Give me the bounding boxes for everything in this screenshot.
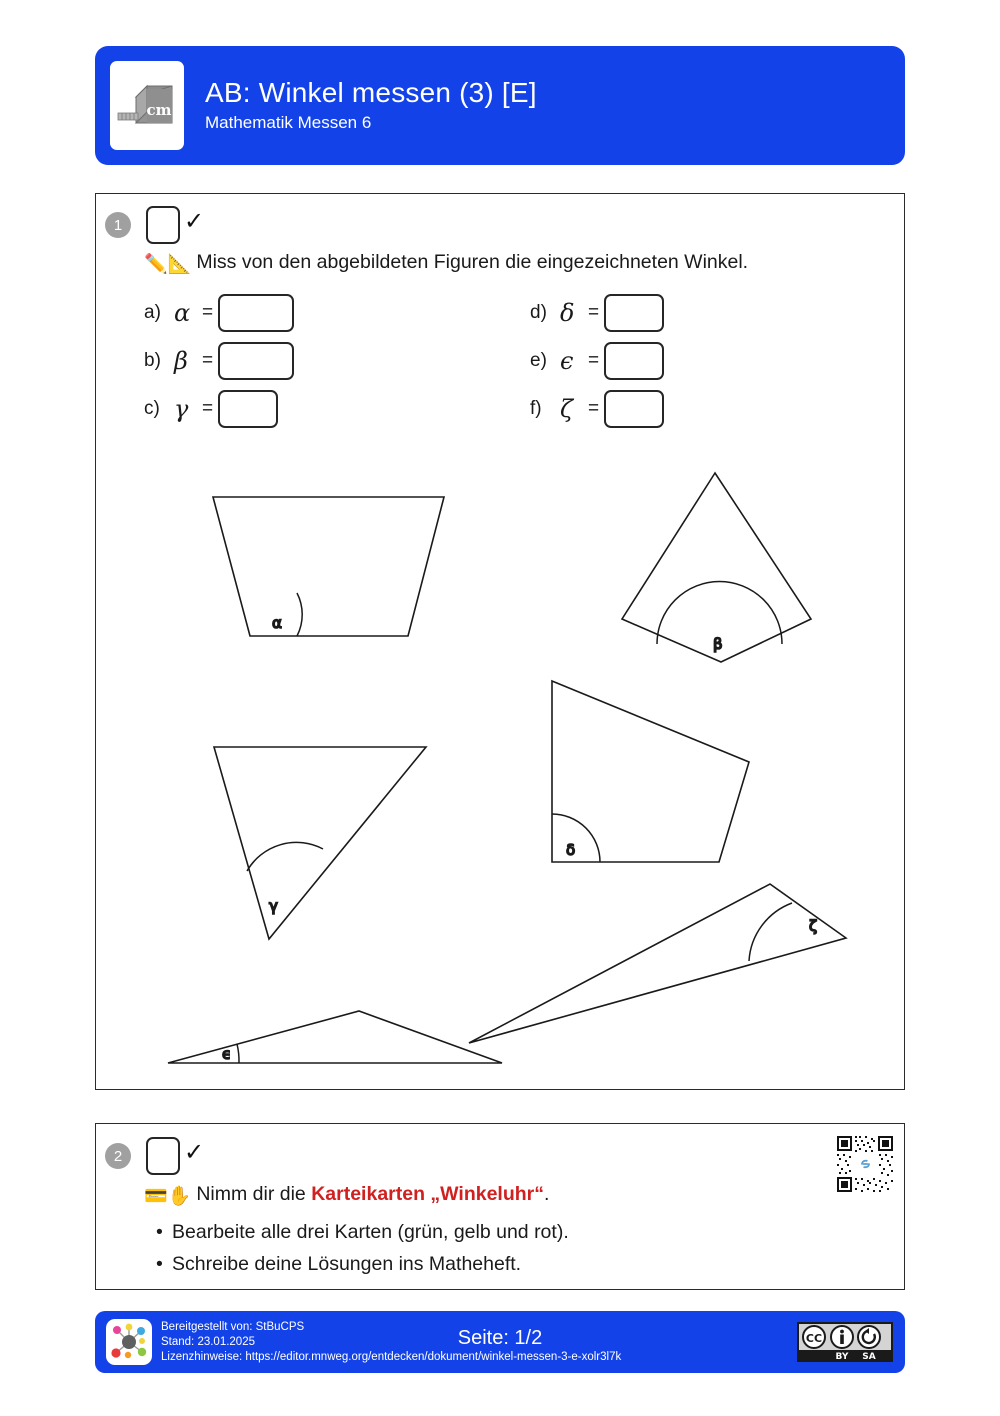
bullet-dot-icon: • — [156, 1221, 163, 1243]
header-titles — [205, 76, 537, 136]
task-2-card — [95, 1123, 905, 1290]
hand-icon: ✋ — [167, 1186, 192, 1207]
answer-row-b — [144, 342, 294, 380]
answer-symbol-gamma: γ — [174, 395, 189, 423]
figure-flat-triangle-epsilon — [168, 1011, 502, 1063]
answer-equals-d: = — [588, 302, 600, 323]
page-subtitle: Mathematik Messen 6 — [205, 112, 372, 132]
task-2-instruction-prefix: Nimm dir die — [196, 1183, 312, 1205]
answer-input-beta[interactable] — [218, 342, 294, 380]
answer-equals-c: = — [202, 398, 214, 419]
task-2-instruction-suffix: . — [544, 1183, 550, 1205]
task-1-checkmark: ✓ — [184, 208, 205, 235]
answer-row-c — [144, 390, 278, 428]
cc-label: CC — [805, 1332, 823, 1345]
task-1-instruction-text: Miss von den abgebildeten Figuren die eingezeichneten Winkel. — [196, 251, 749, 273]
task-2-instruction — [144, 1181, 549, 1210]
credit-card-icon: 💳 — [144, 1186, 168, 1207]
page-footer — [95, 1311, 905, 1373]
answer-equals-b: = — [202, 350, 214, 371]
task-2-bullet-1 — [156, 1219, 569, 1245]
figure-narrow-triangle-zeta — [469, 884, 846, 1043]
task-2-number-badge: 2 — [105, 1143, 131, 1169]
footer-page-number: Seite: 1/2 — [457, 1327, 543, 1349]
figure-label-alpha: α — [272, 614, 282, 632]
page-header — [95, 46, 905, 165]
task-1-checkbox[interactable] — [146, 206, 180, 244]
answer-letter-a: a) — [144, 302, 161, 323]
figure-trapezoid-alpha — [213, 497, 444, 636]
figure-kite-beta — [622, 473, 811, 662]
figure-label-zeta: ζ — [809, 917, 818, 935]
answer-row-a — [144, 294, 294, 332]
answer-symbol-alpha: α — [174, 299, 191, 327]
tape-cm-text: cm — [146, 100, 172, 119]
qr-code-link[interactable] — [834, 1133, 896, 1195]
task-2-bullet-2-text: Schreibe deine Lösungen ins Matheheft. — [172, 1253, 522, 1275]
answer-symbol-delta: δ — [560, 299, 575, 327]
answer-row-f — [530, 390, 664, 428]
answer-equals-e: = — [588, 350, 600, 371]
cc-by-sa-badge — [797, 1322, 893, 1362]
bullet-dot-icon: • — [156, 1253, 163, 1275]
answer-row-d — [530, 294, 664, 332]
page-title: AB: Winkel messen (3) [E] — [205, 76, 537, 108]
answer-symbol-epsilon: ϵ — [560, 347, 574, 375]
figure-quadrilateral-delta — [552, 681, 749, 862]
task-2-checkmark: ✓ — [184, 1139, 205, 1166]
answer-input-zeta[interactable] — [604, 390, 664, 428]
answer-letter-b: b) — [144, 350, 161, 371]
answer-equals-a: = — [202, 302, 214, 323]
task-1-number-badge: 1 — [105, 212, 131, 238]
task-2-bullet-1-text: Bearbeite alle drei Karten (grün, gelb und rot). — [172, 1221, 569, 1243]
answer-letter-c: c) — [144, 398, 160, 419]
ruler-icon: 📐 — [167, 254, 192, 275]
figure-label-beta: β — [713, 635, 723, 653]
footer-provided-by: Bereitgestellt von: StBuCPS — [161, 1321, 305, 1333]
task-1-card — [95, 193, 905, 1090]
answer-row-e — [530, 342, 664, 380]
figure-label-epsilon: ϵ — [222, 1045, 232, 1063]
figure-label-delta: δ — [566, 841, 576, 859]
cc-sa-label: SA — [862, 1352, 876, 1362]
task-2-bullet-2 — [156, 1251, 521, 1277]
task-1-instruction — [144, 249, 748, 278]
figure-label-gamma: γ — [269, 897, 278, 915]
answer-symbol-zeta: ζ — [560, 395, 574, 423]
answer-letter-f: f) — [530, 398, 542, 419]
answer-letter-d: d) — [530, 302, 547, 323]
footer-stand: Stand: 23.01.2025 — [161, 1336, 255, 1348]
answer-input-epsilon[interactable] — [604, 342, 664, 380]
task-2-checkbox[interactable] — [146, 1137, 180, 1175]
answer-equals-f: = — [588, 398, 600, 419]
measuring-tape-icon — [110, 61, 184, 150]
figure-triangle-gamma — [214, 747, 426, 939]
cc-by-label: BY — [835, 1352, 849, 1362]
answer-input-alpha[interactable] — [218, 294, 294, 332]
answer-symbol-beta: β — [174, 347, 188, 375]
answer-input-gamma[interactable] — [218, 390, 278, 428]
answer-input-delta[interactable] — [604, 294, 664, 332]
pencil-icon: ✏️ — [144, 254, 168, 275]
answer-letter-e: e) — [530, 350, 547, 371]
footer-license[interactable]: Lizenzhinweise: https://editor.mnweg.org/entdecken/dokument/winkel-messen-3-e-xolr3l7k — [161, 1351, 622, 1363]
task-2-instruction-highlight: Karteikarten „Winkeluhr“ — [311, 1183, 545, 1205]
